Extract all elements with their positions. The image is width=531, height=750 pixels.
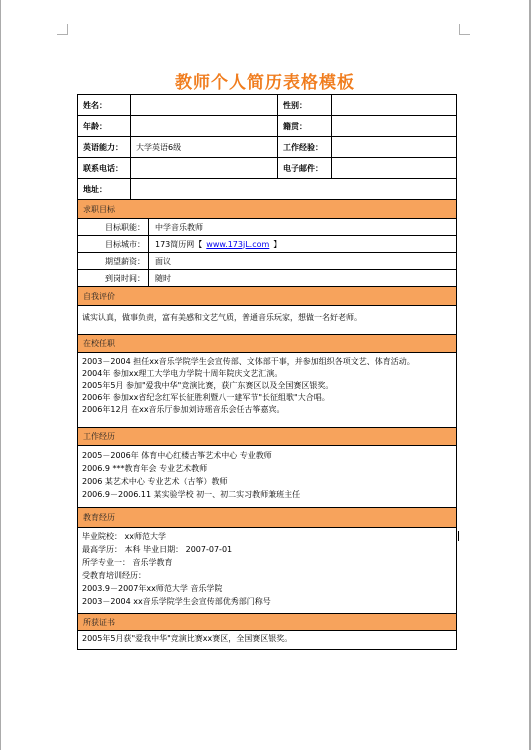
age-value[interactable]	[130, 116, 277, 136]
document-page	[1, 0, 529, 750]
resume-table	[77, 94, 457, 650]
expected-salary-value[interactable]: 面议	[148, 253, 456, 269]
origin-value[interactable]	[331, 116, 456, 136]
target-city-value[interactable]	[148, 236, 456, 252]
row-english-experience	[78, 137, 456, 158]
row-target-city	[78, 236, 456, 253]
email-label: 电子邮件：	[277, 158, 331, 178]
education-block[interactable]	[78, 528, 456, 614]
english-value[interactable]: 大学英语6级	[130, 137, 277, 157]
certificates-block[interactable]	[78, 631, 456, 649]
row-target-position	[78, 219, 456, 236]
address-value[interactable]	[130, 179, 456, 199]
experience-value[interactable]	[331, 137, 456, 157]
name-value[interactable]	[130, 95, 277, 115]
education-line: 2003.9－2007年xx师范大学 音乐学院	[82, 584, 223, 593]
section-header-work-experience: 工作经历	[78, 428, 456, 446]
row-name-gender	[78, 95, 456, 116]
name-label: 姓名：	[83, 100, 107, 110]
row-arrival-time	[78, 270, 456, 287]
section-header-certificates: 所获证书	[78, 614, 456, 631]
section-header-school-roles: 在校任职	[78, 335, 456, 353]
section-header-education: 教育经历	[78, 508, 456, 528]
address-label: 地址：	[83, 184, 107, 194]
section-header-job-target: 求职目标	[78, 200, 456, 219]
arrival-time-value[interactable]: 随时	[148, 270, 456, 286]
work-line: 2006.9－2006.11 某实验学校 初一、初二实习教师兼班主任	[82, 490, 301, 499]
margin-corner-mark	[459, 24, 470, 35]
education-line: 毕业院校： xx师范大学	[82, 532, 167, 541]
work-experience-block[interactable]	[78, 446, 456, 508]
education-line: 最高学历： 本科 毕业日期： 2007-07-01	[82, 545, 233, 554]
work-line: 2006.9 ***教育年会 专业艺术教师	[82, 464, 208, 473]
education-line: 所学专业一： 音乐学教育	[82, 558, 173, 567]
row-age-origin	[78, 116, 456, 137]
age-label: 年龄：	[83, 121, 107, 131]
education-line: 2003－2004 xx音乐学院学生会宣传部优秀部门称号	[82, 597, 271, 606]
margin-corner-mark	[57, 24, 68, 35]
target-position-label: 目标职能：	[105, 222, 145, 232]
website-link[interactable]: www.173jL.com	[206, 239, 270, 249]
target-position-value[interactable]: 中学音乐教师	[148, 219, 456, 235]
target-city-prefix: 173简历网【	[155, 239, 203, 249]
row-address	[78, 179, 456, 200]
work-line: 2006 某艺术中心 专业艺术（古筝）教师	[82, 477, 228, 486]
text-cursor	[458, 531, 459, 541]
section-header-self-evaluation: 自我评价	[78, 287, 456, 306]
row-phone-email	[78, 158, 456, 179]
school-roles-block[interactable]	[78, 353, 456, 428]
certificate-line: 2005年5月获"爱我中华"竞演比赛xx赛区，全国赛区银奖。	[82, 634, 293, 643]
school-role-line: 2006年 参加xx省纪念红军长征胜利暨八一建军节"长征组歌"大合唱。	[82, 393, 330, 402]
gender-label: 性别：	[277, 95, 331, 115]
school-role-line: 2004年 参加xx理工大学电力学院十周年院庆文艺汇演。	[82, 369, 283, 378]
school-role-line: 2003－2004 担任xx音乐学院学生会宣传部、文体部干事，并参加组织各项文艺、体育活动。	[82, 357, 415, 366]
row-expected-salary	[78, 253, 456, 270]
education-line: 受教育培训经历：	[82, 571, 146, 580]
expected-salary-label: 期望薪资：	[105, 256, 145, 266]
self-evaluation-block[interactable]	[78, 306, 456, 335]
arrival-time-label: 到岗时间：	[105, 273, 145, 283]
page-title: 教师个人简历表格模板	[175, 73, 355, 93]
phone-value[interactable]	[130, 158, 277, 178]
gender-value[interactable]	[331, 95, 456, 115]
school-role-line: 2005年5月 参加"爱我中华"竞演比赛，获广东赛区以及全国赛区银奖。	[82, 381, 334, 390]
experience-label: 工作经验：	[277, 137, 331, 157]
origin-label: 籍贯：	[277, 116, 331, 136]
work-line: 2005－2006年 体育中心红楼古筝艺术中心 专业教师	[82, 451, 272, 460]
phone-label: 联系电话：	[83, 163, 123, 173]
email-value[interactable]	[331, 158, 456, 178]
english-label: 英语能力：	[83, 142, 123, 152]
school-role-line: 2006年12月 在xx音乐厅参加刘诗瑶音乐会任古筝嘉宾。	[82, 405, 285, 414]
target-city-suffix: 】	[273, 239, 282, 249]
self-evaluation-text: 诚实认真，做事负责，富有美感和文艺气质，普通音乐玩家，想做一名好老师。	[82, 313, 362, 322]
target-city-label: 目标城市：	[105, 239, 145, 249]
